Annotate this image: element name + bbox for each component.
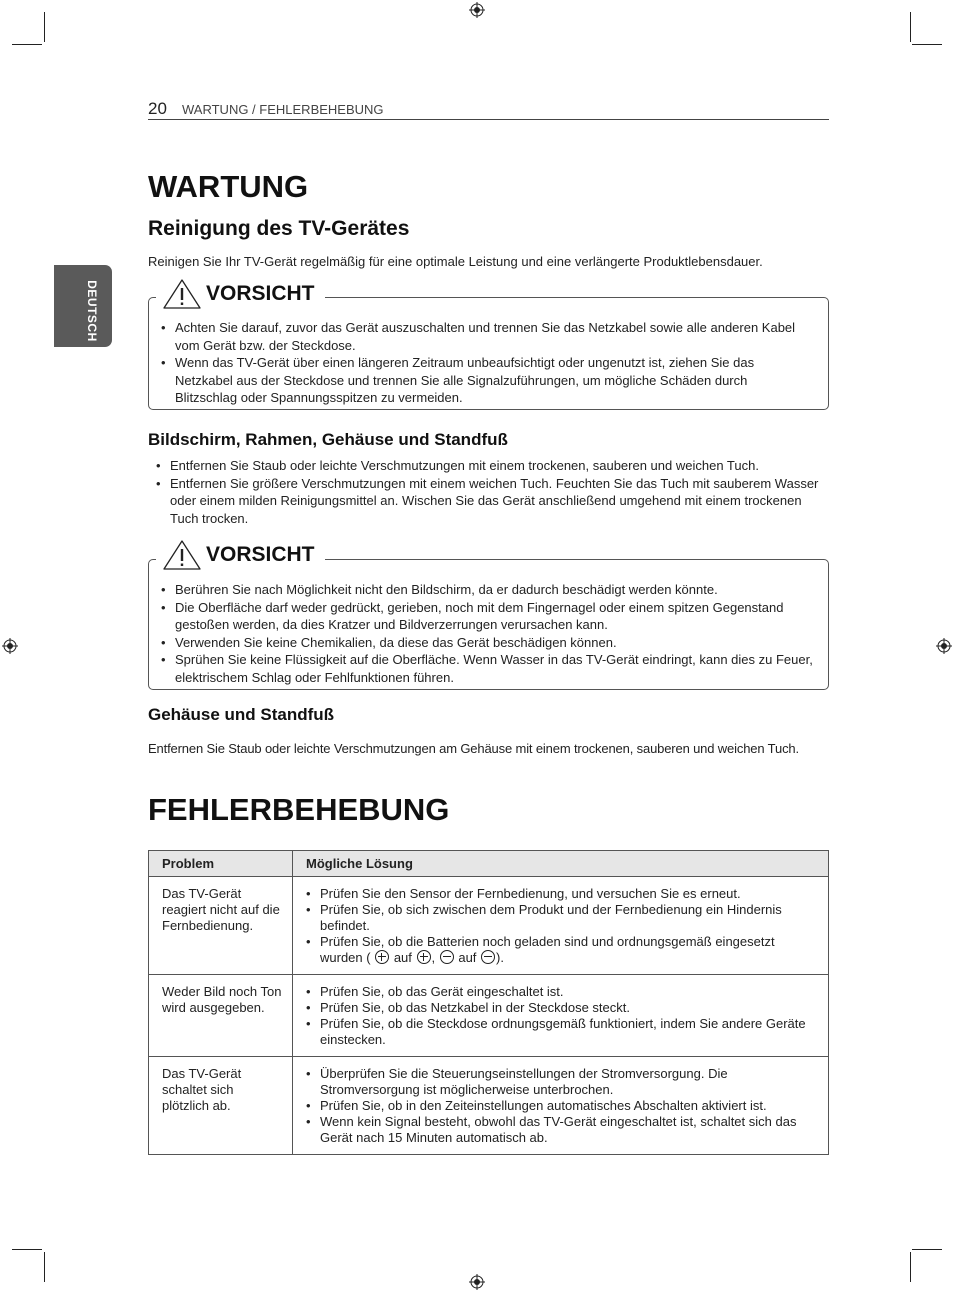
registration-mark-icon: [2, 638, 18, 654]
problem-cell: Das TV-Gerät reagiert nicht auf die Fernbedienung.: [149, 877, 293, 975]
column-header: Mögliche Lösung: [293, 851, 829, 877]
caution-header: [156, 539, 325, 571]
list-item: • Sprühen Sie keine Flüssigkeit auf die Oberfläche. Wenn Wasser in das TV-Gerät eindringt, kann dies zu Feuer, elektrischem Schlag oder Fehlfunktionen führen.: [153, 651, 817, 686]
caution-label: VORSICHT: [206, 282, 315, 305]
table-header-row: [149, 851, 829, 877]
crop-mark: [12, 44, 42, 45]
battery-text: auf: [454, 950, 481, 965]
troubleshooting-table: [148, 850, 829, 1155]
list-item: • Prüfen Sie, ob das Netzkabel in der Steckdose steckt.: [306, 1000, 820, 1016]
list-item: [306, 934, 820, 966]
crop-mark: [912, 44, 942, 45]
minus-pole-icon: [440, 950, 454, 964]
screen-cleaning-list: [148, 457, 826, 527]
section-heading: Reinigung des TV-Gerätes: [148, 217, 410, 240]
table-row: [149, 877, 829, 975]
battery-text: auf: [390, 950, 416, 965]
list-item: • Wenn das TV-Gerät über einen längeren Zeitraum unbeaufsichtigt oder ungenutzt ist, ziehen Sie das Netzkabel aus der Steckdose und trennen Sie alle Signalzuführungen, um mögliche Schäden durch Blitzschlag oder Spannungsspitzen zu vermeiden.: [153, 354, 813, 407]
warning-icon: [162, 539, 202, 571]
crop-mark: [44, 12, 45, 42]
solution-list: [306, 1066, 820, 1146]
solution-list: [306, 984, 820, 1048]
page-title: FEHLERBEHEBUNG: [148, 792, 450, 827]
solution-cell: [293, 877, 829, 975]
language-tab: [54, 265, 112, 347]
housing-text: Entfernen Sie Staub oder leichte Verschmutzungen am Gehäuse mit einem trockenen, sauberen und weichen Tuch.: [148, 741, 799, 756]
caution-list: [153, 581, 817, 686]
solution-cell: [293, 1057, 829, 1155]
list-item: • Überprüfen Sie die Steuerungseinstellungen der Stromversorgung. Die Stromversorgung ist möglicherweise unterbrochen.: [306, 1066, 820, 1098]
list-item: • Berühren Sie nach Möglichkeit nicht den Bildschirm, da er dadurch beschädigt werden könnte.: [153, 581, 817, 599]
crop-mark: [912, 1249, 942, 1250]
page-title: WARTUNG: [148, 169, 309, 204]
caution-box: [148, 559, 829, 690]
list-item: • Wenn kein Signal besteht, obwohl das TV-Gerät eingeschaltet ist, schaltet sich das Gerät nach 15 Minuten automatisch ab.: [306, 1114, 820, 1146]
running-header: WARTUNG / FEHLERBEHEBUNG: [182, 102, 384, 117]
crop-mark: [12, 1249, 42, 1250]
list-item-text: Prüfen Sie, ob die Batterien noch geladen sind und ordnungsgemäß eingesetzt wurden (: [320, 934, 775, 965]
minus-pole-icon: [481, 950, 495, 964]
list-item: • Prüfen Sie, ob sich zwischen dem Produkt und der Fernbedienung ein Hindernis befindet.: [306, 902, 820, 934]
registration-mark-icon: [936, 638, 952, 654]
list-item: • Entfernen Sie größere Verschmutzungen mit einem weichen Tuch. Feuchten Sie das Tuch mit sauberem Wasser oder einem milden Reinigungsmittel an. Wischen Sie das Gerät anschließend umgehend mit einem trockenen Tuch trocken.: [148, 475, 826, 528]
subsection-heading: Gehäuse und Standfuß: [148, 705, 335, 724]
plus-pole-icon: [417, 950, 431, 964]
language-tab-label: DEUTSCH: [85, 280, 99, 342]
solution-list: [306, 886, 820, 966]
list-item: • Die Oberfläche darf weder gedrückt, gerieben, noch mit dem Fingernagel oder einem spitzen Gegenstand gestoßen werden, da dies Kratzer und Bildverzerrungen verursachen kann.: [153, 599, 817, 634]
caution-box: [148, 297, 829, 410]
battery-text: ,: [431, 950, 439, 965]
table-row: [149, 975, 829, 1057]
problem-cell: Das TV-Gerät schaltet sich plötzlich ab.: [149, 1057, 293, 1155]
registration-mark-icon: [469, 1274, 485, 1290]
crop-mark: [910, 1252, 911, 1282]
problem-cell: Weder Bild noch Ton wird ausgegeben.: [149, 975, 293, 1057]
caution-header: [156, 278, 325, 310]
plus-pole-icon: [375, 950, 389, 964]
caution-list: [153, 319, 813, 407]
crop-mark: [44, 1252, 45, 1282]
column-header: Problem: [149, 851, 293, 877]
page-number: 20: [148, 99, 167, 118]
warning-icon: [162, 278, 202, 310]
table-row: [149, 1057, 829, 1155]
caution-label: VORSICHT: [206, 543, 315, 566]
battery-text: ).: [496, 950, 504, 965]
list-item: • Prüfen Sie, ob das Gerät eingeschaltet ist.: [306, 984, 820, 1000]
list-item: • Prüfen Sie, ob in den Zeiteinstellungen automatisches Abschalten aktiviert ist.: [306, 1098, 820, 1114]
list-item: • Verwenden Sie keine Chemikalien, da diese das Gerät beschädigen können.: [153, 634, 817, 652]
crop-mark: [910, 12, 911, 42]
list-item: • Entfernen Sie Staub oder leichte Verschmutzungen mit einem trockenen, sauberen und weichen Tuch.: [148, 457, 826, 475]
list-item: • Prüfen Sie, ob die Steckdose ordnungsgemäß funktioniert, indem Sie andere Geräte einstecken.: [306, 1016, 820, 1048]
header-rule: [148, 119, 829, 120]
subsection-heading: Bildschirm, Rahmen, Gehäuse und Standfuß: [148, 430, 508, 449]
list-item: • Achten Sie darauf, zuvor das Gerät auszuschalten und trennen Sie das Netzkabel sowie alle anderen Kabel vom Gerät bzw. der Steckdose.: [153, 319, 813, 354]
intro-text: Reinigen Sie Ihr TV-Gerät regelmäßig für eine optimale Leistung und eine verlängerte Produktlebensdauer.: [148, 254, 763, 269]
solution-cell: [293, 975, 829, 1057]
registration-mark-icon: [469, 2, 485, 18]
list-item: • Prüfen Sie den Sensor der Fernbedienung, und versuchen Sie es erneut.: [306, 886, 820, 902]
